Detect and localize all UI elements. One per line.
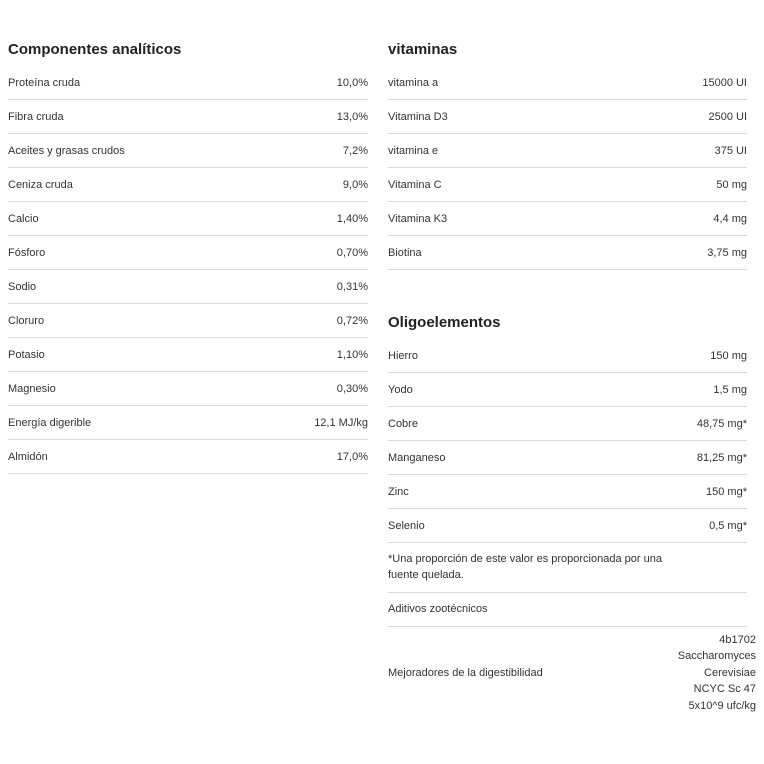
row-label: vitamina e — [388, 144, 439, 157]
row-value: 50 mg — [716, 178, 747, 191]
row-value: 0,70% — [336, 246, 368, 259]
row-value: 81,25 mg* — [696, 451, 747, 464]
row-label: Vitamina C — [388, 178, 442, 191]
table-row — [388, 441, 747, 475]
additives-row — [388, 627, 756, 719]
row-value: 150 mg — [710, 349, 747, 362]
analytic-title: Componentes analíticos — [8, 41, 182, 58]
table-row — [388, 134, 747, 168]
analytic-table — [8, 66, 368, 474]
row-label: Yodo — [388, 383, 413, 396]
row-value: 17,0% — [336, 450, 368, 463]
additives-heading: Aditivos zootécnicos — [388, 593, 747, 627]
table-row — [8, 406, 368, 440]
row-value: 9,0% — [342, 178, 368, 191]
additive-value-line: 4b1702 — [719, 633, 756, 646]
table-row — [388, 236, 747, 270]
row-value: 2500 UI — [708, 110, 747, 123]
row-label: Cobre — [388, 417, 418, 430]
row-value: 13,0% — [336, 110, 368, 123]
table-row — [388, 373, 747, 407]
table-row — [388, 509, 747, 543]
row-label: Selenio — [388, 519, 425, 532]
row-label: Potasio — [8, 348, 45, 361]
vitamins-title: vitaminas — [388, 41, 458, 58]
row-value: 375 UI — [714, 144, 747, 157]
analytic-section — [8, 30, 368, 474]
row-label: Vitamina K3 — [388, 212, 448, 225]
row-label: Almidón — [8, 450, 48, 463]
row-value: 1,40% — [336, 212, 368, 225]
table-row — [8, 134, 368, 168]
row-label: Aceites y grasas crudos — [8, 144, 125, 157]
row-value: 10,0% — [336, 76, 368, 89]
additive-value-line: Saccharomyces — [677, 650, 756, 663]
row-label: Zinc — [388, 485, 409, 498]
table-row — [8, 202, 368, 236]
row-value: 4,4 mg — [713, 212, 747, 225]
additives-value — [678, 632, 756, 715]
row-label: Vitamina D3 — [388, 110, 448, 123]
table-row — [388, 202, 747, 236]
table-row — [388, 66, 747, 100]
table-row — [388, 339, 747, 373]
row-label: Cloruro — [8, 314, 45, 327]
right-column — [388, 30, 756, 719]
chelated-note — [388, 543, 747, 593]
row-value: 150 mg* — [706, 485, 747, 498]
table-row — [8, 236, 368, 270]
table-row — [8, 100, 368, 134]
table-row — [8, 338, 368, 372]
additive-value-line: NCYC Sc 47 — [693, 683, 756, 696]
row-value: 3,75 mg — [707, 246, 747, 259]
row-value: 0,31% — [336, 280, 368, 293]
table-row — [8, 304, 368, 338]
row-value: 0,30% — [336, 382, 368, 395]
row-value: 0,5 mg* — [709, 519, 747, 532]
vitamins-table — [388, 66, 747, 270]
trace-title: Oligoelementos — [388, 314, 501, 331]
additives-label: Mejoradores de la digestibilidad — [388, 667, 543, 679]
row-label: Proteína cruda — [8, 76, 81, 89]
trace-table — [388, 339, 747, 543]
row-label: Hierro — [388, 349, 418, 362]
row-label: Energía digerible — [8, 416, 92, 429]
row-label: Fibra cruda — [8, 110, 64, 123]
table-row — [388, 475, 747, 509]
row-label: Manganeso — [388, 451, 446, 464]
row-value: 1,5 mg — [713, 383, 747, 396]
additive-value-line: Cerevisiae — [704, 666, 756, 679]
row-value: 1,10% — [336, 348, 368, 361]
row-label: Sodio — [8, 280, 37, 293]
row-value: 12,1 MJ/kg — [314, 416, 368, 429]
table-row — [388, 100, 747, 134]
row-label: Biotina — [388, 246, 422, 259]
table-row — [8, 66, 368, 100]
row-value: 0,72% — [336, 314, 368, 327]
row-label: Calcio — [8, 212, 39, 225]
table-row — [8, 168, 368, 202]
row-value: 15000 UI — [702, 76, 747, 89]
row-label: Fósforo — [8, 246, 46, 259]
row-value: 7,2% — [342, 144, 368, 157]
table-row — [388, 168, 747, 202]
table-row — [8, 440, 368, 474]
table-row — [8, 270, 368, 304]
table-row — [388, 407, 747, 441]
row-label: vitamina a — [388, 76, 439, 89]
chelated-note-text: *Una proporción de este valor es proporcionada por una fuente quelada. — [388, 553, 662, 581]
row-value: 48,75 mg* — [696, 417, 747, 430]
table-row — [8, 372, 368, 406]
row-label: Magnesio — [8, 382, 56, 395]
additive-value-line: 5x10^9 ufc/kg — [688, 699, 756, 712]
row-label: Ceniza cruda — [8, 178, 73, 191]
